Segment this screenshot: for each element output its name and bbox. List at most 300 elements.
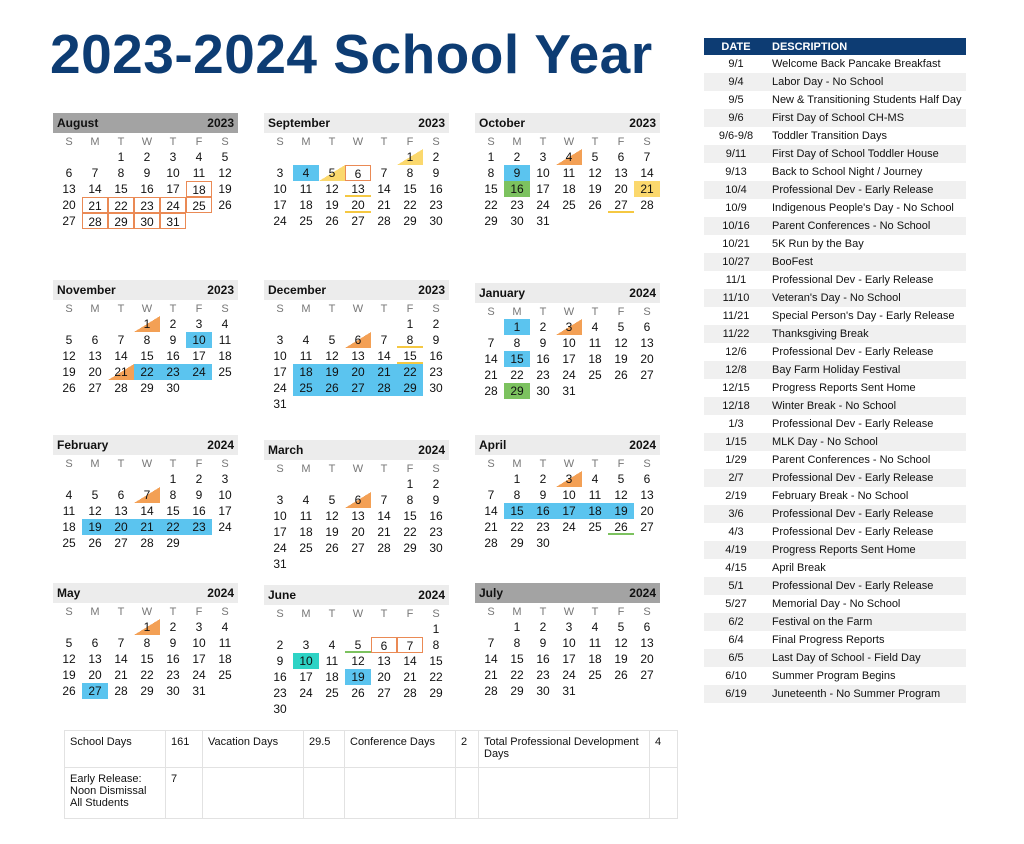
day-cell: 5: [617, 320, 625, 334]
day-cell: 21: [134, 519, 160, 535]
day-cell: 12: [62, 349, 76, 363]
day-cell: 29: [504, 383, 530, 399]
month-year: 2024: [629, 286, 656, 300]
day-cell: 28: [377, 541, 391, 555]
day-cell: 5: [328, 333, 336, 347]
month-name: March: [268, 443, 304, 457]
day-cell: 18: [62, 520, 76, 534]
weekday-label: S: [276, 136, 284, 148]
weekday-label: T: [328, 136, 336, 148]
event-date: 9/11: [704, 145, 768, 163]
day-cell: 21: [377, 198, 391, 212]
day-cell: 23: [429, 525, 443, 539]
event-date: 12/8: [704, 361, 768, 379]
event-row: [704, 181, 966, 199]
weekday-row: [56, 606, 238, 619]
day-cell: 17: [556, 503, 582, 519]
day-cell: 12: [614, 636, 628, 650]
day-cell: 29: [166, 536, 180, 550]
day-grid: [478, 319, 660, 399]
event-date: 3/6: [704, 505, 768, 523]
day-cell: 17: [299, 670, 313, 684]
empty-day: [267, 621, 293, 637]
day-cell: 8: [513, 336, 521, 350]
month-year: 2024: [629, 438, 656, 452]
event-row: [704, 433, 966, 451]
day-cell: 9: [195, 488, 203, 502]
weekday-label: T: [117, 458, 125, 470]
event-description: Professional Dev - Early Release: [768, 181, 966, 199]
day-cell: 1: [487, 150, 495, 164]
month-august: [53, 113, 238, 229]
day-cell: 29: [108, 213, 134, 229]
day-cell: 26: [319, 380, 345, 396]
weekday-label: T: [380, 608, 388, 620]
day-cell: 2: [539, 620, 547, 634]
day-cell: 11: [325, 654, 339, 668]
empty-day: [82, 149, 108, 165]
weekday-label: S: [432, 303, 440, 315]
weekday-label: F: [406, 463, 414, 475]
weekday-label: S: [643, 458, 651, 470]
summary-empty-cell: [650, 768, 678, 819]
day-cell: 26: [608, 519, 634, 535]
day-cell: 21: [484, 520, 498, 534]
weekday-label: F: [617, 458, 625, 470]
month-header: [53, 435, 238, 455]
weekday-label: T: [591, 306, 599, 318]
event-row: [704, 487, 966, 505]
day-cell: 17: [536, 182, 550, 196]
day-cell: 6: [643, 320, 651, 334]
day-cell: 5: [65, 636, 73, 650]
day-cell: 21: [108, 364, 134, 380]
day-cell: 7: [117, 333, 125, 347]
day-cell: 10: [536, 166, 550, 180]
day-cell: 31: [562, 684, 576, 698]
event-row: [704, 595, 966, 613]
day-cell: 14: [88, 182, 102, 196]
day-cell: 21: [82, 197, 108, 213]
day-cell: 2: [143, 150, 151, 164]
event-description: Professional Dev - Early Release: [772, 526, 934, 538]
weekday-label: M: [90, 303, 100, 315]
day-cell: 22: [510, 368, 524, 382]
day-cell: 9: [143, 166, 151, 180]
day-grid: [56, 471, 238, 551]
day-cell: 1: [397, 149, 423, 165]
weekday-label: S: [276, 608, 284, 620]
day-cell: 9: [539, 488, 547, 502]
event-description: First Day of School Toddler House: [768, 145, 966, 163]
weekday-label: T: [117, 606, 125, 618]
event-date: 10/21: [722, 238, 750, 250]
weekday-label: S: [643, 306, 651, 318]
day-cell: 18: [325, 670, 339, 684]
day-cell: 28: [140, 536, 154, 550]
empty-day: [478, 319, 504, 335]
day-cell: 18: [588, 352, 602, 366]
day-cell: 17: [166, 182, 180, 196]
day-cell: 13: [62, 182, 76, 196]
empty-day: [319, 149, 345, 165]
pd-days-label: Total Professional Development Days: [479, 731, 650, 768]
day-cell: 18: [186, 181, 212, 197]
weekday-label: T: [591, 458, 599, 470]
empty-day: [478, 619, 504, 635]
event-row: [704, 91, 966, 109]
event-date: 6/19: [704, 685, 768, 703]
day-cell: 7: [117, 636, 125, 650]
summary-empty-cell: [203, 768, 304, 819]
month-header: [475, 283, 660, 303]
day-cell: 27: [114, 536, 128, 550]
event-row: [704, 271, 966, 289]
event-date: 11/1: [725, 274, 747, 286]
day-cell: 20: [377, 670, 391, 684]
weekday-label: M: [90, 458, 100, 470]
day-grid: [267, 476, 449, 572]
empty-day: [345, 476, 371, 492]
day-cell: 30: [429, 541, 443, 555]
weekday-label: T: [380, 463, 388, 475]
event-row: [704, 289, 966, 307]
day-cell: 13: [351, 349, 365, 363]
empty-day: [108, 619, 134, 635]
day-cell: 28: [377, 214, 391, 228]
event-description: April Break: [772, 562, 826, 574]
day-cell: 4: [195, 150, 203, 164]
event-date: 12/18: [704, 397, 768, 415]
day-cell: 5: [319, 165, 345, 181]
weekday-label: W: [352, 303, 364, 315]
month-june: [264, 585, 449, 717]
day-cell: 26: [62, 381, 76, 395]
day-cell: 19: [345, 669, 371, 685]
day-cell: 6: [345, 165, 371, 181]
event-description: Festival on the Farm: [768, 613, 966, 631]
month-september: [264, 113, 449, 229]
day-cell: 6: [65, 166, 73, 180]
day-cell: 25: [62, 536, 76, 550]
day-cell: 21: [484, 368, 498, 382]
day-cell: 22: [484, 198, 498, 212]
day-cell: 7: [91, 166, 99, 180]
event-row: [704, 307, 966, 325]
event-date: 9/6-9/8: [718, 130, 754, 142]
day-cell: 15: [140, 652, 154, 666]
day-cell: 17: [218, 504, 232, 518]
day-cell: 22: [429, 670, 443, 684]
day-cell: 12: [614, 336, 628, 350]
conference-days-value: 2: [456, 731, 479, 768]
day-cell: 20: [351, 525, 365, 539]
day-cell: 23: [186, 519, 212, 535]
day-cell: 25: [588, 668, 602, 682]
weekday-label: S: [221, 303, 229, 315]
day-cell: 2: [169, 317, 177, 331]
event-row: [704, 217, 966, 235]
empty-day: [345, 316, 371, 332]
day-cell: 3: [556, 319, 582, 335]
day-cell: 28: [82, 213, 108, 229]
event-description: Final Progress Reports: [772, 634, 885, 646]
event-row: [704, 55, 966, 73]
event-date: 4/19: [704, 541, 768, 559]
day-cell: 1: [134, 316, 160, 332]
day-cell: 20: [88, 365, 102, 379]
empty-day: [371, 316, 397, 332]
day-cell: 16: [192, 504, 206, 518]
vacation-days-value: 29.5: [304, 731, 345, 768]
event-date: 10/9: [725, 202, 747, 214]
day-cell: 23: [536, 668, 550, 682]
event-row: [704, 235, 966, 253]
event-description: Bay Farm Holiday Festival: [768, 361, 966, 379]
event-row: [704, 613, 966, 631]
event-date: 2/19: [725, 490, 747, 502]
month-name: November: [57, 283, 116, 297]
day-cell: 6: [643, 472, 651, 486]
day-cell: 8: [143, 333, 151, 347]
day-cell: 6: [91, 333, 99, 347]
day-cell: 18: [588, 652, 602, 666]
weekday-label: S: [643, 136, 651, 148]
day-cell: 4: [221, 317, 229, 331]
day-cell: 20: [640, 504, 654, 518]
day-cell: 30: [166, 381, 180, 395]
event-date: 1/3: [728, 418, 744, 430]
day-cell: 27: [351, 541, 365, 555]
event-date: 12/15: [722, 382, 750, 394]
event-description: 5K Run by the Bay: [772, 238, 864, 250]
empty-day: [293, 621, 319, 637]
empty-day: [108, 471, 134, 487]
day-cell: 22: [108, 197, 134, 213]
weekday-row: [267, 303, 449, 316]
school-days-label: School Days: [65, 731, 166, 768]
day-cell: 23: [160, 364, 186, 380]
day-cell: 24: [299, 686, 313, 700]
day-cell: 29: [484, 214, 498, 228]
day-cell: 20: [345, 364, 371, 380]
weekday-label: S: [221, 136, 229, 148]
day-cell: 11: [562, 166, 576, 180]
event-row: [704, 685, 966, 703]
day-cell: 16: [536, 352, 550, 366]
school-days-value: 161: [166, 731, 203, 768]
event-description: First Day of School CH-MS: [768, 109, 966, 127]
weekday-row: [478, 136, 660, 149]
event-description: February Break - No School: [772, 490, 909, 502]
event-row: [704, 631, 966, 649]
day-cell: 5: [91, 488, 99, 502]
event-row: [704, 325, 966, 343]
weekday-label: W: [352, 608, 364, 620]
day-cell: 23: [536, 520, 550, 534]
weekday-label: M: [301, 463, 311, 475]
event-row: [704, 667, 966, 685]
day-cell: 1: [513, 620, 521, 634]
day-cell: 16: [530, 503, 556, 519]
day-cell: 12: [218, 166, 232, 180]
weekday-label: W: [563, 136, 575, 148]
weekday-label: T: [117, 136, 125, 148]
day-cell: 29: [403, 214, 417, 228]
day-cell: 15: [403, 182, 417, 196]
event-description: Winter Break - No School: [768, 397, 966, 415]
day-cell: 4: [65, 488, 73, 502]
month-header: [53, 113, 238, 133]
event-description: Progress Reports Sent Home: [772, 382, 916, 394]
event-row: [704, 415, 966, 433]
day-cell: 14: [484, 352, 498, 366]
day-cell: 2: [432, 477, 440, 491]
day-cell: 19: [82, 519, 108, 535]
weekday-label: M: [512, 136, 522, 148]
month-year: 2023: [629, 116, 656, 130]
event-row: [704, 127, 966, 145]
day-cell: 13: [114, 504, 128, 518]
day-cell: 24: [562, 668, 576, 682]
day-cell: 2: [432, 150, 440, 164]
day-cell: 20: [640, 652, 654, 666]
month-header: [264, 113, 449, 133]
event-row: [704, 379, 966, 397]
weekday-label: S: [65, 136, 73, 148]
event-date: 10/4: [704, 181, 768, 199]
event-description: Memorial Day - No School: [772, 598, 901, 610]
event-row: [704, 541, 966, 559]
day-cell: 11: [218, 333, 232, 347]
day-cell: 25: [588, 520, 602, 534]
event-row: [704, 73, 966, 91]
weekday-label: T: [117, 303, 125, 315]
weekday-label: M: [90, 136, 100, 148]
day-cell: 20: [345, 197, 371, 213]
month-february: [53, 435, 238, 551]
weekday-label: T: [169, 303, 177, 315]
day-cell: 27: [62, 214, 76, 228]
day-cell: 10: [273, 349, 287, 363]
month-year: 2024: [207, 586, 234, 600]
day-cell: 8: [432, 638, 440, 652]
month-november: [53, 280, 238, 396]
day-cell: 18: [299, 198, 313, 212]
day-cell: 29: [510, 536, 524, 550]
day-cell: 13: [640, 336, 654, 350]
day-cell: 10: [273, 509, 287, 523]
month-may: [53, 583, 238, 699]
day-cell: 6: [617, 150, 625, 164]
event-description: Professional Dev - Early Release: [772, 346, 934, 358]
weekday-label: S: [221, 606, 229, 618]
day-cell: 1: [432, 622, 440, 636]
empty-day: [56, 316, 82, 332]
day-cell: 27: [345, 380, 371, 396]
event-date: 4/3: [728, 526, 744, 538]
day-cell: 19: [614, 352, 628, 366]
day-cell: 10: [218, 488, 232, 502]
event-description: Parent Conferences - No School: [768, 217, 966, 235]
empty-day: [293, 476, 319, 492]
month-year: 2024: [207, 438, 234, 452]
month-march: [264, 440, 449, 572]
day-cell: 16: [429, 509, 443, 523]
day-cell: 23: [166, 668, 180, 682]
event-description: Thanksgiving Break: [768, 325, 966, 343]
conference-days-label: Conference Days: [345, 731, 456, 768]
day-cell: 12: [88, 504, 102, 518]
day-cell: 9: [432, 333, 440, 347]
month-header: [475, 583, 660, 603]
day-cell: 11: [218, 636, 232, 650]
empty-day: [293, 316, 319, 332]
day-cell: 22: [403, 525, 417, 539]
day-cell: 25: [588, 368, 602, 382]
day-cell: 5: [328, 493, 336, 507]
day-cell: 29: [397, 380, 423, 396]
month-header: [264, 440, 449, 460]
day-cell: 4: [556, 149, 582, 165]
summary-empty-cell: [304, 768, 345, 819]
event-date: 1/15: [704, 433, 768, 451]
day-cell: 29: [140, 684, 154, 698]
day-cell: 24: [536, 198, 550, 212]
day-cell: 15: [403, 509, 417, 523]
day-cell: 19: [218, 182, 232, 196]
day-cell: 3: [276, 166, 284, 180]
day-cell: 16: [429, 182, 443, 196]
day-cell: 19: [62, 668, 76, 682]
weekday-label: M: [90, 606, 100, 618]
day-cell: 30: [429, 214, 443, 228]
weekday-label: F: [617, 136, 625, 148]
day-cell: 25: [293, 380, 319, 396]
day-cell: 31: [273, 397, 287, 411]
day-cell: 15: [114, 182, 128, 196]
event-date: 5/1: [704, 577, 768, 595]
day-cell: 4: [302, 333, 310, 347]
event-description: Last Day of School - Field Day: [768, 649, 966, 667]
day-grid: [56, 619, 238, 699]
day-cell: 24: [562, 368, 576, 382]
event-date: 9/6: [704, 109, 768, 127]
day-cell: 20: [614, 182, 628, 196]
day-cell: 25: [299, 541, 313, 555]
weekday-label: F: [617, 606, 625, 618]
weekday-label: S: [276, 463, 284, 475]
day-cell: 8: [406, 493, 414, 507]
day-cell: 15: [510, 652, 524, 666]
day-cell: 17: [192, 652, 206, 666]
empty-day: [345, 621, 371, 637]
day-cell: 27: [82, 683, 108, 699]
day-cell: 31: [273, 557, 287, 571]
event-row: [704, 559, 966, 577]
day-cell: 3: [565, 620, 573, 634]
empty-day: [134, 471, 160, 487]
day-cell: 13: [88, 349, 102, 363]
day-cell: 4: [302, 493, 310, 507]
weekday-row: [478, 306, 660, 319]
day-cell: 12: [614, 488, 628, 502]
empty-day: [293, 149, 319, 165]
day-cell: 15: [484, 182, 498, 196]
day-cell: 30: [536, 384, 550, 398]
day-cell: 17: [562, 652, 576, 666]
weekday-label: F: [406, 303, 414, 315]
